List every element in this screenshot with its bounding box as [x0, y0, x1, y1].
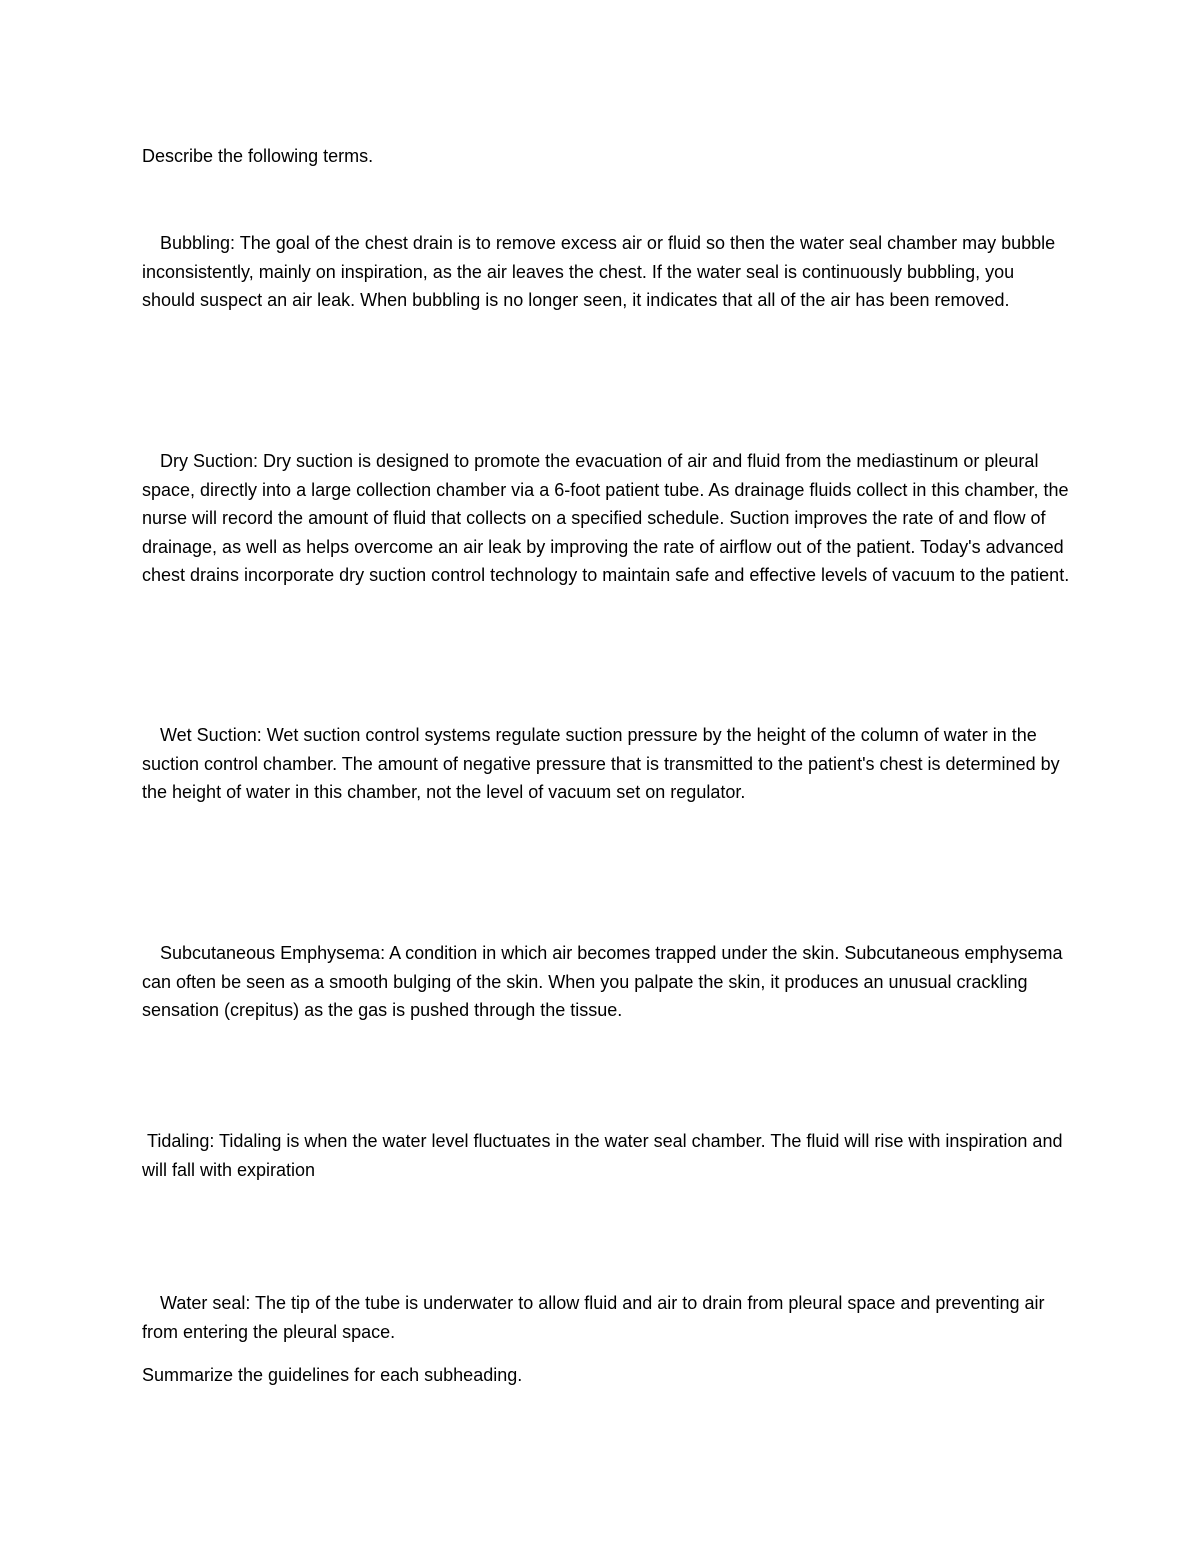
paragraph-dry-suction: Dry Suction: Dry suction is designed to promote the evacuation of air and fluid from the mediastinum or pleural space, directly into a large collection chamber via a 6-foot patient tube. As drainage fluids collect in this chamber, the nurse will record the amount of fluid that collects on a specified schedule. Suction improves the rate of and flow of drainage, as well as helps overcome an air leak by improving the rate of airflow out of the patient. Today's advanced chest drains incorporate dry suction control technology to maintain safe and effective levels of vacuum to the patient. [142, 451, 1070, 585]
paragraph-bubbling: Bubbling: The goal of the chest drain is to remove excess air or fluid so then the water seal chamber may bubble inconsistently, mainly on inspiration, as the air leaves the chest. If the water seal is continuously bubbling, you should suspect an air leak. When bubbling is no longer seen, it indicates that all of the air has been removed. [142, 233, 1056, 310]
document-heading: Describe the following terms. [142, 146, 374, 166]
document-footer-instruction: Summarize the guidelines for each subheading. [142, 1365, 523, 1385]
paragraph-subcutaneous-emphysema: Subcutaneous Emphysema: A condition in which air becomes trapped under the skin. Subcutaneous emphysema can often be seen as a smooth bulging of the skin. When you palpate the skin, it produces an unusual crackling sensation (crepitus) as the gas is pushed through the tissue. [142, 943, 1063, 1020]
paragraph-wet-suction: Wet Suction: Wet suction control systems regulate suction pressure by the height of the column of water in the suction control chamber. The amount of negative pressure that is transmitted to the patient's chest is determined by the height of water in this chamber, not the level of vacuum set on regulator. [142, 725, 1060, 802]
paragraph-tidaling: Tidaling: Tidaling is when the water level fluctuates in the water seal chamber. The fluid will rise with inspiration and will fall with expiration [142, 1131, 1063, 1180]
paragraph-water-seal: Water seal: The tip of the tube is underwater to allow fluid and air to drain from pleural space and preventing air from entering the pleural space. [142, 1293, 1045, 1342]
